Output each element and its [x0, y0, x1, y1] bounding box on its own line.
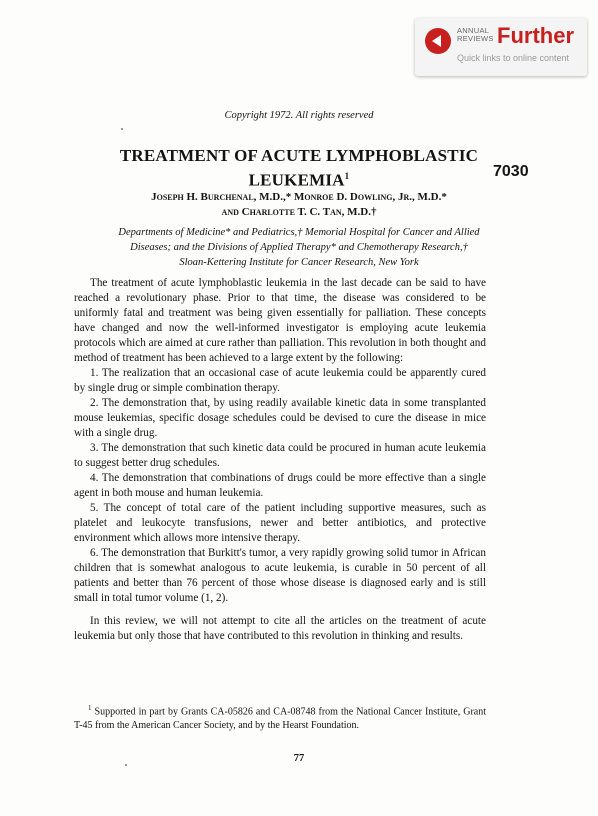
footnote-mark: 1	[88, 704, 92, 712]
article-body	[74, 276, 486, 644]
list-item: 4. The demonstration that combinations of drugs could be more effective than a single agent in both mouse and human leukemia.	[74, 472, 486, 499]
article-title	[60, 146, 538, 191]
page-number: 77	[293, 753, 305, 764]
widget-brand	[457, 27, 494, 43]
authors-line-1: Joseph H. Burchenal, M.D.,* Monroe D. Dowling, Jr., M.D.*	[151, 191, 447, 203]
title-footnote-mark: 1	[344, 171, 350, 181]
body-paragraph: In this review, we will not attempt to cite all the articles on the treatment of acute leukemia but only those that have contributed to this revolution in thinking and results.	[74, 615, 486, 642]
footnote	[74, 701, 486, 733]
list-item: 5. The concept of total care of the patient including supportive measures, such as platelet and leukocyte transfusions, newer and better antibiotics, and protective environment which allows more intensive therapy.	[74, 502, 486, 544]
affiliation-line-2: Diseases; and the Divisions of Applied Therapy* and Chemotherapy Research,†	[130, 242, 468, 253]
widget-subtitle[interactable]: Quick links to online content	[457, 53, 570, 63]
further-widget[interactable]	[415, 18, 587, 76]
authors-line-2: and Charlotte T. C. Tan, M.D.†	[221, 206, 377, 218]
affiliation-line-3: Sloan-Kettering Institute for Cancer Research, New York	[179, 257, 419, 268]
widget-brand-line1: ANNUAL	[457, 26, 490, 35]
scan-speck	[125, 764, 127, 766]
list-item: 2. The demonstration that, by using readily available kinetic data in some transplanted mouse leukemias, specific dosage schedules could be devised to cure the disease in mice with a single drug.	[74, 397, 486, 439]
body-paragraph: The treatment of acute lymphoblastic leukemia in the last decade can be said to have reached a revolutionary phase. Prior to that time, the disease was considered to be uniformly fatal and treatment was being given essentially for palliation. These concepts have changed and now the well-informed investigator is employing acute leukemia protocols which are aimed at cure rather than palliation. This revolution in both thought and method of treatment has been achieved to a large extent by the following:	[74, 277, 486, 364]
scan-speck	[121, 128, 123, 130]
title-line-2-text: LEUKEMIA	[248, 170, 345, 190]
authors	[60, 190, 538, 220]
affiliation-line-1: Departments of Medicine* and Pediatrics,† Memorial Hospital for Cancer and Allied	[118, 227, 480, 238]
list-item: 3. The demonstration that such kinetic data could be procured in human acute leukemia to suggest better drug schedules.	[74, 442, 486, 469]
widget-brand-line2: REVIEWS	[457, 34, 494, 43]
list-item: 1. The realization that an occasional case of acute leukemia could be apparently cured by single drug or simple combination therapy.	[74, 367, 486, 394]
title-line-1: TREATMENT OF ACUTE LYMPHOBLASTIC	[119, 146, 479, 165]
annual-reviews-logo-icon	[425, 28, 451, 54]
footnote-text: Supported in part by Grants CA-05826 and CA-08748 from the National Cancer Institute, Grant T-45 from the American Cancer Society, and by the Hearst Foundation.	[74, 706, 486, 732]
title-line-2	[60, 166, 538, 191]
list-item: 6. The demonstration that Burkitt's tumor, a very rapidly growing solid tumor in African children that is somewhat analogous to acute leukemia, is curable in 50 percent of all patients and better than 76 percent of those whose disease is diagnosed early and is still small in total tumor volume (1, 2).	[74, 547, 486, 604]
reference-number: 7030	[493, 163, 529, 180]
widget-further-label[interactable]: Further	[497, 23, 574, 48]
copyright-line: Copyright 1972. All rights reserved	[224, 110, 374, 121]
affiliation	[60, 225, 538, 270]
